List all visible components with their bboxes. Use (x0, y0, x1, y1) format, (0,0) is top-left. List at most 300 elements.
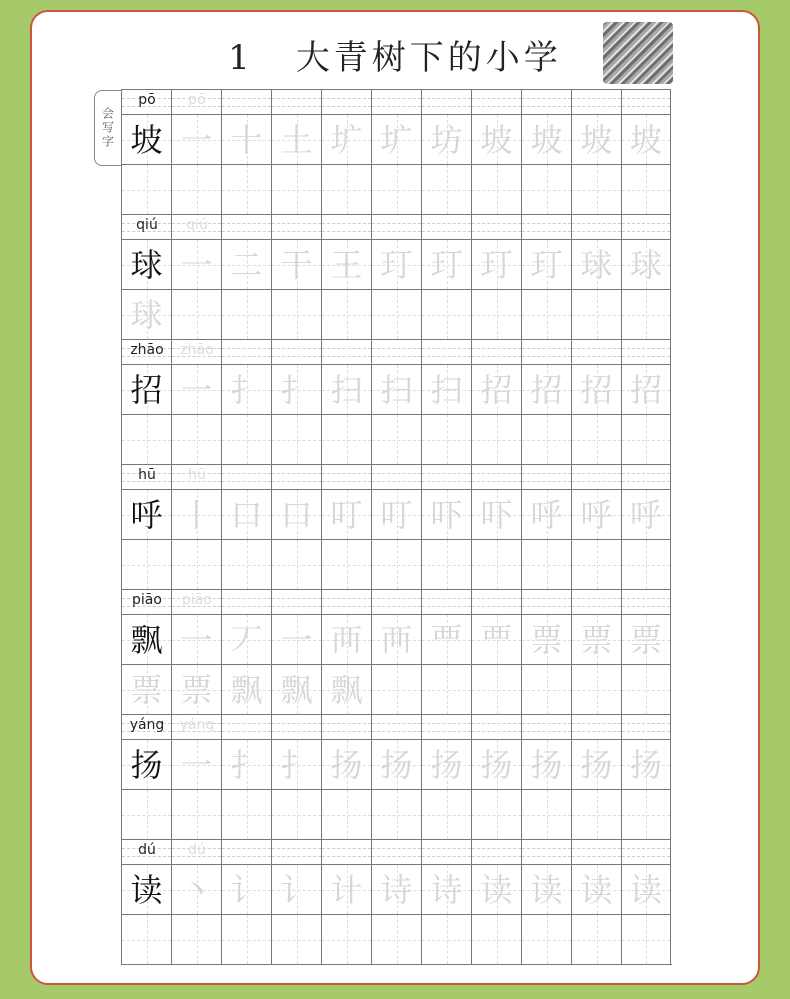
writing-cell[interactable] (571, 739, 621, 789)
practice-cell[interactable] (521, 789, 571, 839)
stroke-step: 土 (280, 120, 313, 159)
pinyin-cell[interactable] (571, 214, 621, 239)
pinyin-trace: dú (188, 842, 206, 858)
model-character: 坡 (130, 120, 163, 159)
stroke-step: 襾 (330, 620, 363, 659)
pinyin-cell[interactable] (271, 839, 321, 864)
pinyin-label: piāo (132, 592, 162, 608)
writing-cell[interactable] (221, 489, 271, 539)
stroke-step: 口 (280, 495, 313, 534)
pinyin-cell[interactable] (221, 714, 271, 739)
writing-cell[interactable] (121, 364, 171, 414)
writing-cell[interactable] (271, 489, 321, 539)
trace-character: 飘 (230, 670, 263, 709)
writing-cell[interactable] (621, 239, 671, 289)
practice-cell[interactable] (471, 289, 521, 339)
practice-cell[interactable] (271, 664, 321, 714)
practice-cell[interactable] (421, 539, 471, 589)
practice-cell[interactable] (421, 289, 471, 339)
stroke-step: 丶 (180, 870, 213, 909)
stroke-step: 叮 (380, 495, 413, 534)
writing-cell[interactable] (271, 864, 321, 914)
pinyin-cell[interactable] (371, 839, 421, 864)
writing-cell[interactable] (621, 864, 671, 914)
practice-cell[interactable] (521, 289, 571, 339)
pinyin-trace: qiú (186, 217, 208, 233)
practice-cell[interactable] (121, 414, 171, 464)
practice-cell[interactable] (321, 789, 371, 839)
practice-cell[interactable] (371, 414, 421, 464)
writing-cell[interactable] (321, 239, 371, 289)
pinyin-cell[interactable] (271, 589, 321, 614)
pinyin-cell[interactable] (421, 339, 471, 364)
practice-cell[interactable] (521, 164, 571, 214)
pinyin-cell[interactable] (321, 589, 371, 614)
pinyin-cell (121, 464, 171, 489)
writing-cell[interactable] (321, 364, 371, 414)
writing-cell[interactable] (221, 614, 271, 664)
practice-cell[interactable] (571, 664, 621, 714)
stroke-step: 坡 (480, 120, 513, 159)
practice-cell[interactable] (471, 664, 521, 714)
writing-cell[interactable] (571, 114, 621, 164)
pinyin-cell[interactable] (471, 464, 521, 489)
writing-cell[interactable] (121, 614, 171, 664)
writing-cell[interactable] (371, 489, 421, 539)
practice-cell[interactable] (621, 789, 671, 839)
practice-cell[interactable] (371, 914, 421, 964)
pinyin-cell[interactable] (271, 89, 321, 114)
writing-cell[interactable] (471, 239, 521, 289)
pinyin-cell[interactable] (321, 464, 371, 489)
practice-cell[interactable] (371, 539, 421, 589)
writing-cell[interactable] (521, 864, 571, 914)
pinyin-cell[interactable] (221, 464, 271, 489)
practice-cell[interactable] (321, 539, 371, 589)
writing-cell[interactable] (221, 114, 271, 164)
practice-cell[interactable] (221, 789, 271, 839)
practice-cell[interactable] (421, 664, 471, 714)
pinyin-cell[interactable] (571, 464, 621, 489)
stroke-step: 呼 (629, 495, 662, 534)
pinyin-cell[interactable] (371, 214, 421, 239)
writing-cell[interactable] (271, 364, 321, 414)
practice-cell[interactable] (171, 664, 221, 714)
pinyin-trace: yáng (179, 717, 215, 733)
practice-cell[interactable] (221, 289, 271, 339)
pinyin-cell[interactable] (471, 214, 521, 239)
practice-cell[interactable] (321, 414, 371, 464)
writing-cell[interactable] (371, 614, 421, 664)
writing-cell[interactable] (571, 364, 621, 414)
writing-cell[interactable] (371, 114, 421, 164)
stroke-step: 一 (180, 745, 213, 784)
writing-cell[interactable] (121, 239, 171, 289)
stroke-step: 吓 (480, 495, 513, 534)
practice-cell[interactable] (321, 289, 371, 339)
practice-cell[interactable] (371, 164, 421, 214)
stroke-step: 读 (629, 870, 662, 909)
practice-cell[interactable] (121, 539, 171, 589)
writing-cell[interactable] (121, 864, 171, 914)
practice-cell[interactable] (271, 914, 321, 964)
practice-cell[interactable] (321, 914, 371, 964)
practice-cell[interactable] (221, 664, 271, 714)
stroke-step: 玎 (380, 245, 413, 284)
stroke-step: 扫 (380, 370, 413, 409)
writing-cell[interactable] (421, 614, 471, 664)
stroke-step: 襾 (380, 620, 413, 659)
practice-cell[interactable] (421, 914, 471, 964)
model-character: 招 (130, 370, 163, 409)
stroke-step: 扬 (330, 745, 363, 784)
practice-cell[interactable] (621, 539, 671, 589)
pinyin-cell (121, 714, 171, 739)
stroke-step: 丆 (230, 620, 263, 659)
practice-cell[interactable] (371, 289, 421, 339)
pinyin-cell[interactable] (421, 464, 471, 489)
pinyin-cell[interactable] (321, 214, 371, 239)
writing-cell[interactable] (421, 114, 471, 164)
writing-cell[interactable] (171, 239, 221, 289)
practice-cell[interactable] (221, 914, 271, 964)
model-character: 呼 (130, 495, 163, 534)
character-block (121, 839, 672, 964)
stroke-step: 一 (180, 620, 213, 659)
pinyin-cell[interactable] (621, 214, 671, 239)
pinyin-cell[interactable] (221, 589, 271, 614)
pinyin-cell[interactable] (421, 214, 471, 239)
pinyin-cell[interactable] (621, 89, 671, 114)
writing-cell[interactable] (171, 739, 221, 789)
stroke-step: 干 (280, 245, 313, 284)
writing-cell[interactable] (621, 614, 671, 664)
pinyin-cell[interactable] (221, 839, 271, 864)
stroke-step: 圹 (380, 120, 413, 159)
practice-cell[interactable] (621, 164, 671, 214)
practice-cell[interactable] (471, 914, 521, 964)
practice-cell[interactable] (271, 289, 321, 339)
stroke-step: 玎 (530, 245, 563, 284)
stroke-step: 球 (580, 245, 613, 284)
practice-cell[interactable] (471, 414, 521, 464)
writing-cell[interactable] (221, 739, 271, 789)
practice-cell[interactable] (171, 914, 221, 964)
writing-cell[interactable] (171, 614, 221, 664)
pinyin-cell[interactable] (521, 839, 571, 864)
stroke-step: 一 (180, 370, 213, 409)
pinyin-cell[interactable] (221, 339, 271, 364)
practice-cell[interactable] (121, 289, 171, 339)
writing-cell[interactable] (621, 739, 671, 789)
practice-cell[interactable] (271, 789, 321, 839)
writing-cell[interactable] (171, 489, 221, 539)
writing-cell[interactable] (521, 239, 571, 289)
writing-grid (121, 89, 672, 964)
writing-cell[interactable] (571, 489, 621, 539)
writing-cell[interactable] (121, 739, 171, 789)
practice-cell[interactable] (571, 164, 621, 214)
practice-cell[interactable] (321, 164, 371, 214)
stroke-step: 票 (629, 620, 662, 659)
writing-cell[interactable] (221, 364, 271, 414)
practice-cell[interactable] (471, 539, 521, 589)
writing-cell[interactable] (321, 114, 371, 164)
pinyin-label: hū (138, 467, 156, 483)
writing-cell[interactable] (471, 864, 521, 914)
stroke-step: 扬 (380, 745, 413, 784)
stroke-step: 玎 (480, 245, 513, 284)
stroke-step: 招 (580, 370, 613, 409)
pinyin-cell[interactable] (521, 214, 571, 239)
pinyin-cell[interactable] (471, 89, 521, 114)
pinyin-cell (171, 839, 221, 864)
pinyin-cell[interactable] (371, 89, 421, 114)
character-block (121, 89, 672, 214)
practice-cell[interactable] (571, 789, 621, 839)
writing-cell[interactable] (171, 864, 221, 914)
pinyin-cell[interactable] (221, 89, 271, 114)
writing-cell[interactable] (371, 364, 421, 414)
pinyin-cell[interactable] (621, 714, 671, 739)
pinyin-cell[interactable] (271, 339, 321, 364)
practice-cell[interactable] (171, 414, 221, 464)
writing-cell[interactable] (521, 364, 571, 414)
pinyin-cell (121, 214, 171, 239)
practice-cell[interactable] (171, 164, 221, 214)
pinyin-cell (121, 589, 171, 614)
writing-cell[interactable] (421, 864, 471, 914)
writing-cell[interactable] (421, 489, 471, 539)
practice-cell[interactable] (171, 789, 221, 839)
pinyin-trace: zhāo (180, 342, 214, 358)
pinyin-cell[interactable] (371, 714, 421, 739)
pinyin-cell[interactable] (621, 464, 671, 489)
writing-cell[interactable] (321, 614, 371, 664)
stroke-step: 诗 (380, 870, 413, 909)
practice-cell[interactable] (471, 164, 521, 214)
pinyin-cell (171, 89, 221, 114)
writing-cell[interactable] (521, 739, 571, 789)
stroke-step: 一 (180, 245, 213, 284)
pinyin-cell[interactable] (621, 339, 671, 364)
writing-cell[interactable] (171, 114, 221, 164)
practice-cell[interactable] (421, 414, 471, 464)
practice-cell[interactable] (121, 789, 171, 839)
pinyin-cell[interactable] (321, 89, 371, 114)
practice-cell[interactable] (471, 789, 521, 839)
pinyin-cell[interactable] (521, 714, 571, 739)
writing-cell[interactable] (271, 739, 321, 789)
practice-cell[interactable] (121, 914, 171, 964)
trace-character: 飘 (280, 670, 313, 709)
pinyin-cell[interactable] (571, 339, 621, 364)
pinyin-cell[interactable] (421, 839, 471, 864)
writing-cell[interactable] (521, 114, 571, 164)
pinyin-cell[interactable] (421, 89, 471, 114)
writing-cell[interactable] (271, 239, 321, 289)
stroke-step: 坊 (430, 120, 463, 159)
pinyin-cell[interactable] (421, 714, 471, 739)
practice-cell[interactable] (571, 914, 621, 964)
writing-cell[interactable] (371, 739, 421, 789)
writing-cell[interactable] (421, 239, 471, 289)
grid-bottom-border (121, 964, 672, 965)
pinyin-cell[interactable] (471, 339, 521, 364)
writing-cell[interactable] (621, 114, 671, 164)
practice-cell[interactable] (271, 414, 321, 464)
writing-cell[interactable] (471, 739, 521, 789)
pinyin-cell[interactable] (571, 89, 621, 114)
practice-cell[interactable] (621, 414, 671, 464)
writing-cell[interactable] (521, 614, 571, 664)
stroke-step: 读 (530, 870, 563, 909)
pinyin-label: zhāo (130, 342, 164, 358)
writing-cell[interactable] (321, 489, 371, 539)
practice-cell[interactable] (321, 664, 371, 714)
practice-cell[interactable] (121, 664, 171, 714)
practice-cell[interactable] (221, 539, 271, 589)
pinyin-cell[interactable] (421, 589, 471, 614)
practice-cell[interactable] (371, 664, 421, 714)
practice-cell[interactable] (171, 539, 221, 589)
writing-cell[interactable] (371, 864, 421, 914)
practice-cell[interactable] (271, 539, 321, 589)
practice-cell[interactable] (571, 414, 621, 464)
pinyin-cell[interactable] (371, 589, 421, 614)
practice-cell[interactable] (621, 289, 671, 339)
writing-cell[interactable] (371, 239, 421, 289)
stroke-step: 招 (480, 370, 513, 409)
practice-cell[interactable] (371, 789, 421, 839)
pinyin-cell[interactable] (521, 589, 571, 614)
stroke-step: 一 (180, 120, 213, 159)
stroke-step: 呼 (580, 495, 613, 534)
writing-cell[interactable] (121, 489, 171, 539)
writing-cell[interactable] (471, 489, 521, 539)
pinyin-cell (171, 589, 221, 614)
pinyin-cell[interactable] (621, 589, 671, 614)
pinyin-cell[interactable] (271, 214, 321, 239)
pinyin-cell[interactable] (371, 464, 421, 489)
pinyin-cell[interactable] (321, 714, 371, 739)
writing-cell[interactable] (271, 114, 321, 164)
writing-cell[interactable] (521, 489, 571, 539)
pinyin-cell[interactable] (571, 589, 621, 614)
pinyin-cell[interactable] (321, 339, 371, 364)
writing-cell[interactable] (471, 364, 521, 414)
pinyin-cell[interactable] (471, 714, 521, 739)
practice-cell[interactable] (621, 664, 671, 714)
pinyin-cell[interactable] (371, 339, 421, 364)
stroke-step: 票 (530, 620, 563, 659)
practice-cell[interactable] (221, 164, 271, 214)
stroke-step: 圹 (330, 120, 363, 159)
trace-character: 飘 (330, 670, 363, 709)
stroke-step: 坡 (580, 120, 613, 159)
pinyin-cell (171, 714, 221, 739)
stroke-step: 招 (629, 370, 662, 409)
stroke-step: 丨 (180, 495, 213, 534)
pinyin-cell[interactable] (271, 464, 321, 489)
pinyin-cell[interactable] (521, 464, 571, 489)
practice-cell[interactable] (171, 289, 221, 339)
writing-cell[interactable] (421, 364, 471, 414)
pinyin-cell (121, 839, 171, 864)
stroke-step: 扬 (480, 745, 513, 784)
pinyin-cell[interactable] (321, 839, 371, 864)
pinyin-trace: hū (188, 467, 206, 483)
writing-cell[interactable] (471, 614, 521, 664)
writing-cell[interactable] (321, 864, 371, 914)
stroke-step: 王 (330, 245, 363, 284)
pinyin-cell[interactable] (471, 589, 521, 614)
writing-cell[interactable] (321, 739, 371, 789)
character-block (121, 464, 672, 589)
writing-cell[interactable] (471, 114, 521, 164)
pinyin-cell[interactable] (571, 714, 621, 739)
writing-cell[interactable] (271, 614, 321, 664)
stroke-step: 读 (480, 870, 513, 909)
pinyin-trace: pō (188, 92, 206, 108)
writing-cell[interactable] (621, 489, 671, 539)
pinyin-cell (121, 339, 171, 364)
writing-cell[interactable] (221, 864, 271, 914)
pinyin-label: dú (138, 842, 156, 858)
practice-cell[interactable] (521, 539, 571, 589)
stroke-step: 招 (530, 370, 563, 409)
writing-cell[interactable] (571, 614, 621, 664)
pinyin-cell[interactable] (471, 839, 521, 864)
pinyin-cell (171, 339, 221, 364)
practice-cell[interactable] (121, 164, 171, 214)
pinyin-cell[interactable] (621, 839, 671, 864)
writing-cell[interactable] (421, 739, 471, 789)
practice-cell[interactable] (571, 539, 621, 589)
practice-cell[interactable] (221, 414, 271, 464)
writing-cell[interactable] (621, 364, 671, 414)
writing-cell[interactable] (571, 239, 621, 289)
stroke-step: 二 (230, 245, 263, 284)
pinyin-cell[interactable] (521, 339, 571, 364)
practice-cell[interactable] (521, 414, 571, 464)
practice-cell[interactable] (571, 289, 621, 339)
stroke-step: 扬 (530, 745, 563, 784)
writing-cell[interactable] (171, 364, 221, 414)
character-block (121, 589, 672, 714)
pinyin-label: qiú (136, 217, 158, 233)
practice-cell[interactable] (521, 664, 571, 714)
stroke-step: 一 (280, 620, 313, 659)
writing-cell[interactable] (221, 239, 271, 289)
practice-cell[interactable] (271, 164, 321, 214)
character-block (121, 339, 672, 464)
practice-cell[interactable] (521, 914, 571, 964)
writing-cell[interactable] (121, 114, 171, 164)
practice-cell[interactable] (621, 914, 671, 964)
pinyin-cell (171, 214, 221, 239)
pinyin-label: pō (138, 92, 156, 108)
pinyin-cell[interactable] (571, 839, 621, 864)
pinyin-cell[interactable] (221, 214, 271, 239)
stroke-step: 坡 (530, 120, 563, 159)
pinyin-cell[interactable] (271, 714, 321, 739)
practice-cell[interactable] (421, 789, 471, 839)
practice-cell[interactable] (421, 164, 471, 214)
pinyin-cell[interactable] (521, 89, 571, 114)
stroke-step: 扌 (230, 745, 263, 784)
writing-cell[interactable] (571, 864, 621, 914)
